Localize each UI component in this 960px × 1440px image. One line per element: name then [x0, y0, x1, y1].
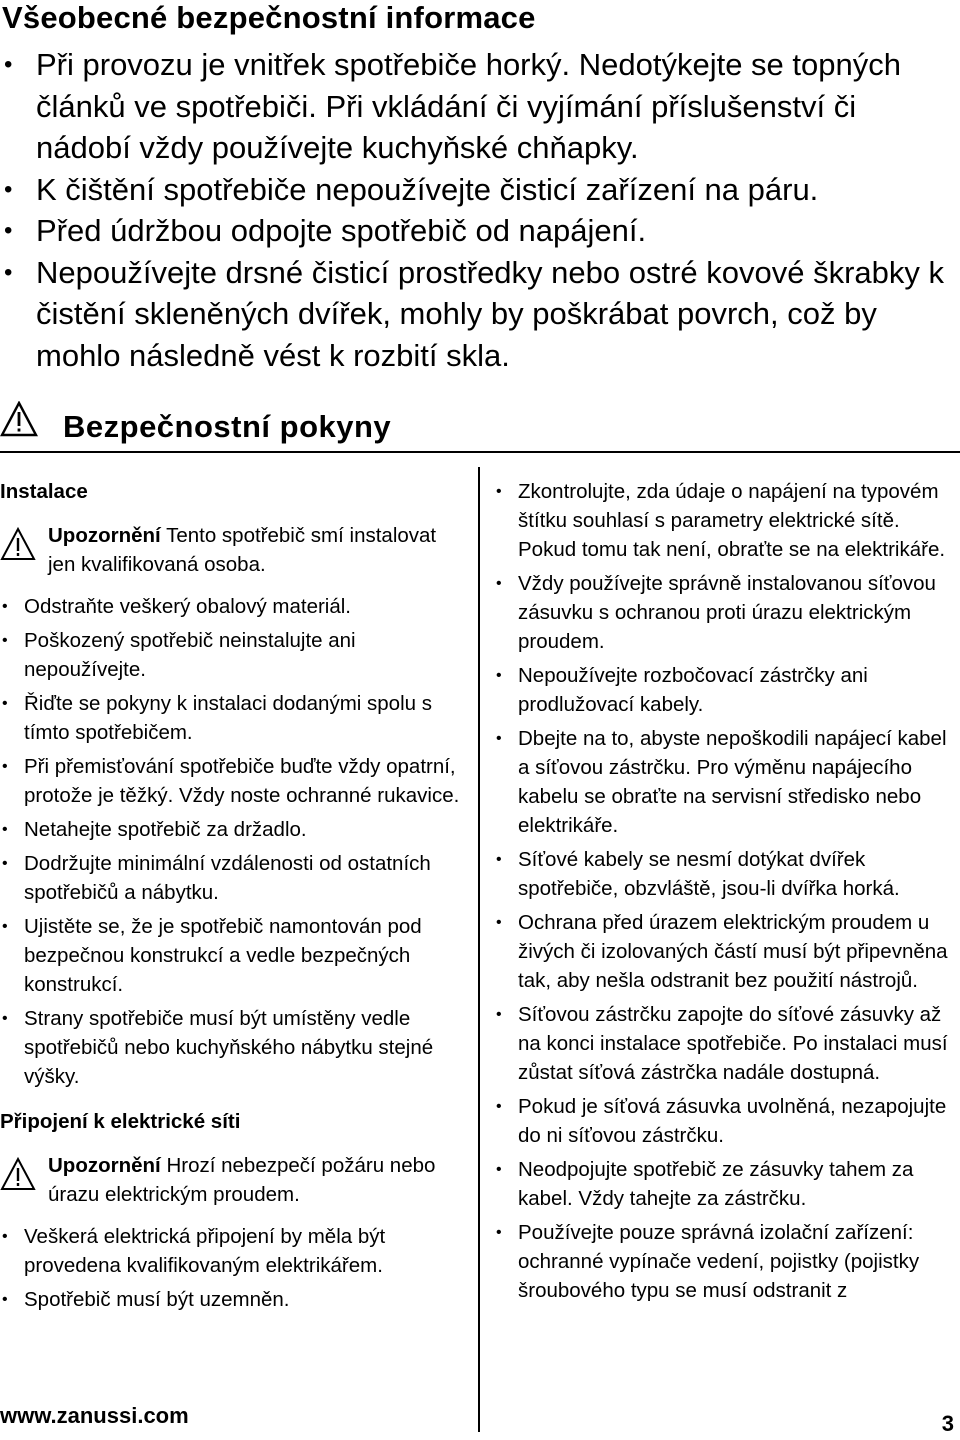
list-item: • Ujistěte se, že je spotřebič namontován pod bezpečnou konstrukcí a vedle bezpečných konstrukcí. — [0, 912, 465, 999]
section-heading: Bezpečnostní pokyny — [63, 409, 392, 444]
list-item: • K čištění spotřebiče nepoužívejte čisticí zařízení na páru. — [0, 169, 960, 211]
warning-icon — [0, 1157, 36, 1191]
list-item: • Síťovou zástrčku zapojte do síťové zásuvky až na konci instalace spotřebiče. Po instalaci musí zůstat síťová zástrčka nadále dostupná. — [494, 1000, 960, 1087]
list-item: • Odstraňte veškerý obalový materiál. — [0, 592, 465, 621]
list-item: • Používejte pouze správná izolační zařízení: ochranné vypínače vedení, pojistky (pojistky šroubového typu se musí odstranit z — [494, 1218, 960, 1305]
installation-heading: Instalace — [0, 480, 88, 503]
divider — [0, 451, 960, 453]
list-item: • Ochrana před úrazem elektrickým proudem u živých či izolovaných částí musí být připevněna tak, aby nešla odstranit bez použití nástrojů. — [494, 908, 960, 995]
electrical-list-continued — [494, 477, 960, 1305]
list-item: • Síťové kabely se nesmí dotýkat dvířek spotřebiče, obzvláště, jsou-li dvířka horká. — [494, 845, 960, 903]
list-item: • Zkontrolujte, zda údaje o napájení na typovém štítku souhlasí s parametry elektrické sítě. Pokud tomu tak není, obraťte se na elektrikáře. — [494, 477, 960, 564]
list-item: • Dbejte na to, abyste nepoškodili napájecí kabel a síťovou zástrčku. Pro výměnu napájecího kabelu se obraťte na servisní středisko nebo elektrikáře. — [494, 724, 960, 840]
list-item: • Vždy používejte správně instalovanou síťovou zásuvku s ochranou proti úrazu elektrickým proudem. — [494, 569, 960, 656]
installation-list — [0, 592, 465, 1091]
list-item: • Poškozený spotřebič neinstalujte ani nepoužívejte. — [0, 626, 465, 684]
electrical-list — [0, 1222, 465, 1314]
page-title: Všeobecné bezpečnostní informace — [2, 0, 536, 35]
list-item: • Při provozu je vnitřek spotřebiče horký. Nedotýkejte se topných článků ve spotřebiči. Při vkládání či vyjímání příslušenství či nádobí vždy používejte kuchyňské chňapky. — [0, 44, 960, 169]
list-item: • Strany spotřebiče musí být umístěny vedle spotřebičů nebo kuchyňského nábytku stejné výšky. — [0, 1004, 465, 1091]
warning-text: Tento spotřebič smí instalovat jen kvalifikovaná osoba. — [48, 524, 437, 576]
list-item: • Netahejte spotřebič za držadlo. — [0, 815, 465, 844]
warning-label: Upozornění — [48, 1154, 161, 1177]
list-item: • Řiďte se pokyny k instalaci dodanými spolu s tímto spotřebičem. — [0, 689, 465, 747]
column-divider — [478, 467, 480, 1432]
electrical-warning — [0, 1151, 465, 1209]
warning-icon — [0, 401, 38, 437]
warning-label: Upozornění — [48, 524, 161, 547]
list-item: • Spotřebič musí být uzemněn. — [0, 1285, 465, 1314]
list-item: • Pokud je síťová zásuvka uvolněná, nezapojujte do ni síťovou zástrčku. — [494, 1092, 960, 1150]
list-item: • Nepoužívejte drsné čisticí prostředky nebo ostré kovové škrabky k čistění skleněných dvířek, mohly by poškrábat povrch, což by mohlo následně vést k rozbití skla. — [0, 252, 960, 377]
electrical-heading: Připojení k elektrické síti — [0, 1110, 241, 1133]
list-item: • Dodržujte minimální vzdálenosti od ostatních spotřebičů a nábytku. — [0, 849, 465, 907]
list-item: • Veškerá elektrická připojení by měla být provedena kvalifikovaným elektrikářem. — [0, 1222, 465, 1280]
right-column — [494, 477, 960, 1310]
left-column — [0, 477, 465, 1319]
warning-icon — [0, 527, 36, 561]
page-number: 3 — [941, 1411, 954, 1436]
warning-text: Hrozí nebezpečí požáru nebo úrazu elektrickým proudem. — [48, 1154, 436, 1206]
general-safety-list — [0, 44, 960, 376]
footer-url[interactable]: www.zanussi.com — [0, 1403, 189, 1428]
list-item: • Neodpojujte spotřebič ze zásuvky tahem za kabel. Vždy tahejte za zástrčku. — [494, 1155, 960, 1213]
list-item: • Při přemisťování spotřebiče buďte vždy opatrní, protože je těžký. Vždy noste ochranné rukavice. — [0, 752, 465, 810]
installation-warning — [0, 521, 465, 579]
list-item: • Nepoužívejte rozbočovací zástrčky ani prodlužovací kabely. — [494, 661, 960, 719]
list-item: • Před údržbou odpojte spotřebič od napájení. — [0, 210, 960, 252]
